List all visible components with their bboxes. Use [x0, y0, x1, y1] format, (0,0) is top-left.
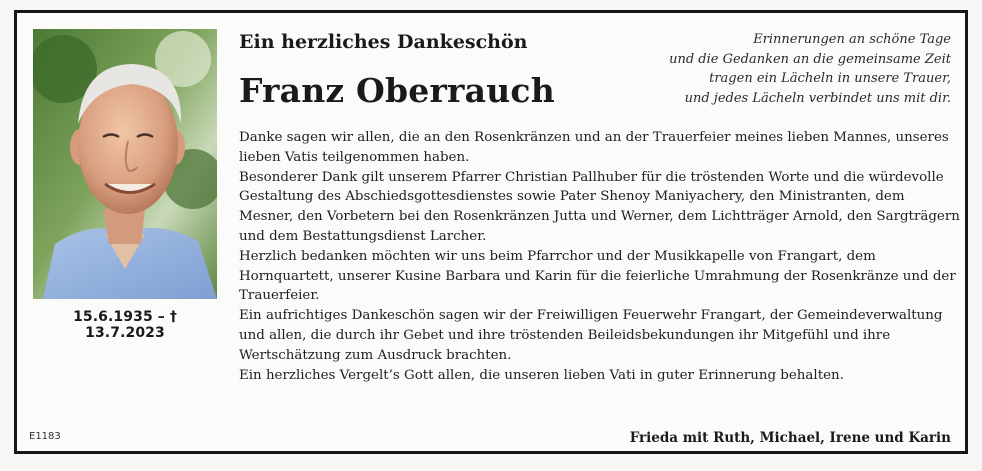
paragraph: Besonderer Dank gilt unserem Pfarrer Christian Pallhuber für die tröstenden Worte und die würdevolle Gestaltung des Abschiedsgottesdienstes sowie Pater Shenoy Maniyachery, den Ministranten, dem Mesner, den Vorbetern bei den Rosenkränzen Jutta und Werner, dem Lichtträger Arnold, den Sargträgern und dem Bestattungsdienst Larcher.	[239, 169, 960, 244]
paragraph: Danke sagen wir allen, die an den Rosenkränzen und an der Trauerfeier meines lieben Mannes, unseres lieben Vatis teilgenommen haben.	[239, 130, 949, 165]
poem-line: Erinnerungen an schöne Tage	[753, 32, 951, 47]
obituary-card	[14, 10, 968, 454]
portrait-photo	[33, 29, 217, 299]
poem-line: und die Gedanken an die gemeinsame Zeit	[669, 51, 951, 67]
thanks-heading: Ein herzliches Dankeschön	[239, 31, 528, 53]
poem-line: tragen ein Lächeln in unsere Trauer,	[709, 71, 951, 86]
life-dates: 15.6.1935 – † 13.7.2023	[73, 309, 177, 341]
thanks-text	[239, 128, 961, 385]
poem	[571, 30, 951, 108]
reference-code: E1183	[29, 431, 61, 442]
portrait-illustration	[33, 29, 217, 299]
paragraph: Herzlich bedanken möchten wir uns beim Pfarrchor und der Musikkapelle von Frangart, dem Hornquartett, unserer Kusine Barbara und Karin für die feierliche Umrahmung der Rosenkränze und der Trauerfeier.	[239, 248, 956, 304]
paragraph: Ein aufrichtiges Dankeschön sagen wir der Freiwilligen Feuerwehr Frangart, der Gemeindeverwaltung und allen, die durch ihr Gebet und ihre tröstenden Beileidsbekundungen ihr Mitgefühl und ihre Wertschätzung zum Ausdruck brachten.	[239, 308, 943, 363]
poem-line: und jedes Lächeln verbindet uns mit dir.	[684, 90, 951, 106]
paragraph: Ein herzliches Vergelt’s Gott allen, die unseren lieben Vati in guter Erinnerung behalten.	[239, 367, 844, 383]
family-signature: Frieda mit Ruth, Michael, Irene und Karin	[629, 430, 951, 446]
deceased-name: Franz Oberrauch	[239, 71, 555, 110]
